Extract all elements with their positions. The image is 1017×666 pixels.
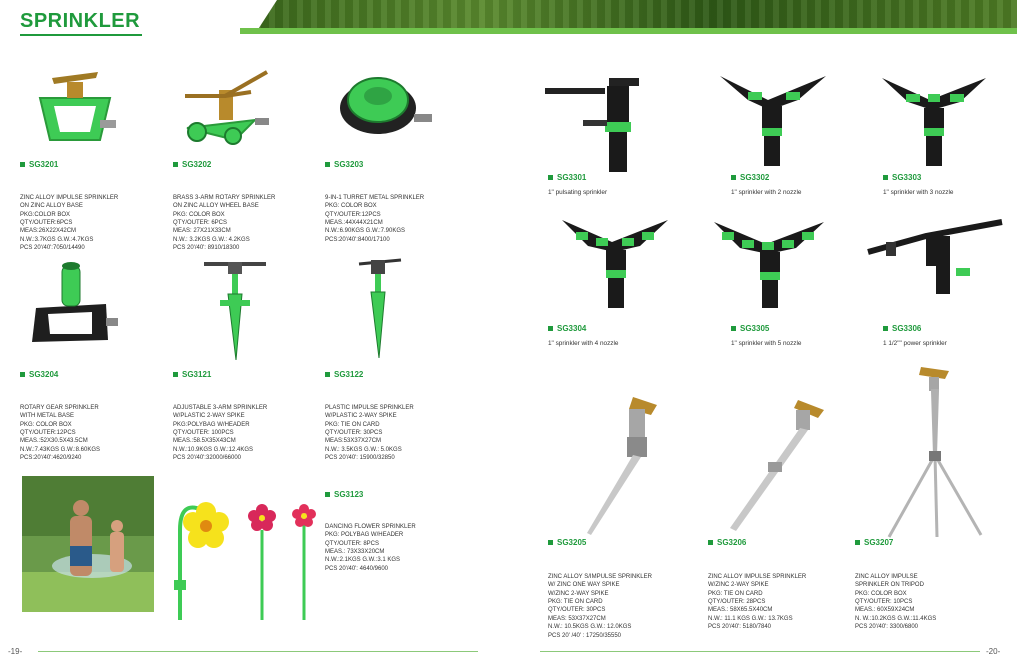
- product-code: SG3303: [883, 173, 921, 182]
- green-square-icon: [325, 372, 330, 377]
- green-square-icon: [855, 540, 860, 545]
- green-square-icon: [731, 175, 736, 180]
- product-code: SG3201: [20, 160, 58, 169]
- product-description: BRASS 3-ARM ROTARY SPRINKLER ON ZINC ALLOY WHEEL BASE PKG: COLOR BOX QTY/OUTER: 6PCS MEAS: 27X21X33CM N.W.: 3.2KGS G.W.: 4.2KGS PCS 20'/40': 8910/18300: [173, 194, 276, 252]
- sg3201-product-image: [30, 68, 120, 148]
- sg3207-product-image: [885, 365, 985, 540]
- green-square-icon: [173, 162, 178, 167]
- green-square-icon: [883, 326, 888, 331]
- green-square-icon: [548, 175, 553, 180]
- green-square-icon: [20, 162, 25, 167]
- product-caption: 1" sprinkler with 5 nozzle: [731, 340, 802, 347]
- footer-divider-left: [38, 651, 478, 652]
- product-code: SG3123: [325, 490, 363, 499]
- green-square-icon: [883, 175, 888, 180]
- product-description: ROTARY GEAR SPRINKLER WITH METAL BASE PKG: COLOR BOX QTY/OUTER:12PCS MEAS.:52X30.5X43.5CM N.W.:7.43KGS G.W.:8.60KGS PCS:20'/40':4620/9240: [20, 404, 101, 462]
- product-code: SG3204: [20, 370, 58, 379]
- product-caption: 1" pulsating sprinkler: [548, 189, 608, 196]
- product-code: SG3301: [548, 173, 586, 182]
- product-description: ZINC ALLOY S/IMPULSE SPRINKLER W/ ZINC ONE WAY SPIKE W/ZINC 2-WAY SPIKE PKG: TIE ON CARD QTY/OUTER: 30PCS MEAS: 53X37X27CM N.W.: 10.5KGS G.W.: 12.0KGS PCS 20' /40' : 17250/35550: [548, 573, 652, 639]
- sg3123-product-image: [162, 490, 322, 620]
- page-title: SPRINKLER: [20, 10, 141, 32]
- sg3302-product-image: [718, 70, 828, 170]
- product-code: SG3304: [548, 324, 586, 333]
- green-square-icon: [708, 540, 713, 545]
- footer-divider-right: [540, 651, 980, 652]
- sg3202-product-image: [175, 66, 275, 146]
- sg3206-product-image: [728, 396, 828, 531]
- product-code: SG3305: [731, 324, 769, 333]
- page-number-left: -19-: [8, 647, 23, 656]
- product-code: SG3207: [855, 538, 893, 547]
- product-description: PLASTIC IMPULSE SPRINKLER W/PLASTIC 2-WAY SPIKE PKG: TIE ON CARD QTY/OUTER: 30PCS MEAS:53X37X27CM N.W.: 3.5KGS G.W.: 5.0KGS PCS 20'/40': 15900/32850: [325, 404, 414, 462]
- green-square-icon: [548, 540, 553, 545]
- title-underline: [20, 34, 142, 36]
- sg3122-product-image: [355, 258, 405, 358]
- product-code: SG3306: [883, 324, 921, 333]
- product-code: SG3122: [325, 370, 363, 379]
- sg3305-product-image: [712, 212, 827, 312]
- product-caption: 1" sprinkler with 4 nozzle: [548, 340, 619, 347]
- product-code: SG3202: [173, 160, 211, 169]
- product-description: DANCING FLOWER SPRINKLER PKG: POLYBAG W/HEADER QTY/OUTER: 8PCS MEAS.: 73X33X20CM N.W.:2.1KGS G.W.:3.1 KGS PCS 20'/40': 4640/9600: [325, 523, 416, 572]
- sg3205-product-image: [585, 395, 665, 535]
- product-caption: 1" sprinkler with 2 nozzle: [731, 189, 802, 196]
- page-number-right: -20-: [986, 647, 1001, 656]
- product-code: SG3121: [173, 370, 211, 379]
- green-square-icon: [731, 326, 736, 331]
- product-code: SG3205: [548, 538, 586, 547]
- product-description: 9-IN-1 TURRET METAL SPRINKLER PKG: COLOR BOX QTY/OUTER:12PCS MEAS.:44X44X21CM N.W.:6.90KGS G.W.:7.90KGS PCS:20'/40':8400/17100: [325, 194, 425, 243]
- sg3203-product-image: [340, 70, 440, 140]
- sg3306-product-image: [866, 212, 1006, 307]
- sg3304-product-image: [560, 212, 670, 312]
- green-square-icon: [325, 492, 330, 497]
- sg3301-product-image: [545, 72, 665, 172]
- green-square-icon: [325, 162, 330, 167]
- lifestyle-photo: [22, 476, 154, 612]
- product-code: SG3206: [708, 538, 746, 547]
- product-description: ZINC ALLOY IMPULSE SPRINKLER W/ZINC 2-WAY SPIKE PKG: TIE ON CARD QTY/OUTER: 28PCS MEAS.: 58X65.5X40CM N.W.: 11.1 KGS G.W.: 13.7KGS PCS 20'/40': 5180/7840: [708, 573, 807, 631]
- product-caption: 1" sprinkler with 3 nozzle: [883, 189, 954, 196]
- green-square-icon: [548, 326, 553, 331]
- sg3121-product-image: [200, 260, 270, 360]
- product-caption: 1 1/2"" power sprinkler: [883, 340, 947, 347]
- green-square-icon: [20, 372, 25, 377]
- product-code: SG3203: [325, 160, 363, 169]
- product-description: ZINC ALLOY IMPULSE SPRINKLER ON TRIPOD PKG: COLOR BOX QTY/OUTER: 10PCS MEAS.: 60X59X24CM N. W.:10.2KGS G.W.:11.4KGS PCS 20'/40': 3300/6800: [855, 573, 937, 631]
- product-description: ADJUSTABLE 3-ARM SPRINKLER W/PLASTIC 2-WAY SPIKE PKG:POLYBAG W/HEADER QTY/OUTER: 100PCS MEAS.:58.5X35X43CM N.W.:10.9KGS G.W.:12.4KGS PCS 20'/40':32000/66000: [173, 404, 268, 462]
- sg3303-product-image: [880, 70, 990, 170]
- green-square-icon: [173, 372, 178, 377]
- product-code: SG3302: [731, 173, 769, 182]
- product-description: ZINC ALLOY IMPULSE SPRINKLER ON ZINC ALLOY BASE PKG:COLOR BOX QTY/OUTER:6PCS MEAS:26X22X42CM N.W.:3.7KGS G.W.:4.7KGS PCS 20'/40':7050/14490: [20, 194, 119, 252]
- sg3204-product-image: [28, 258, 118, 348]
- header-stripe: [240, 28, 1017, 34]
